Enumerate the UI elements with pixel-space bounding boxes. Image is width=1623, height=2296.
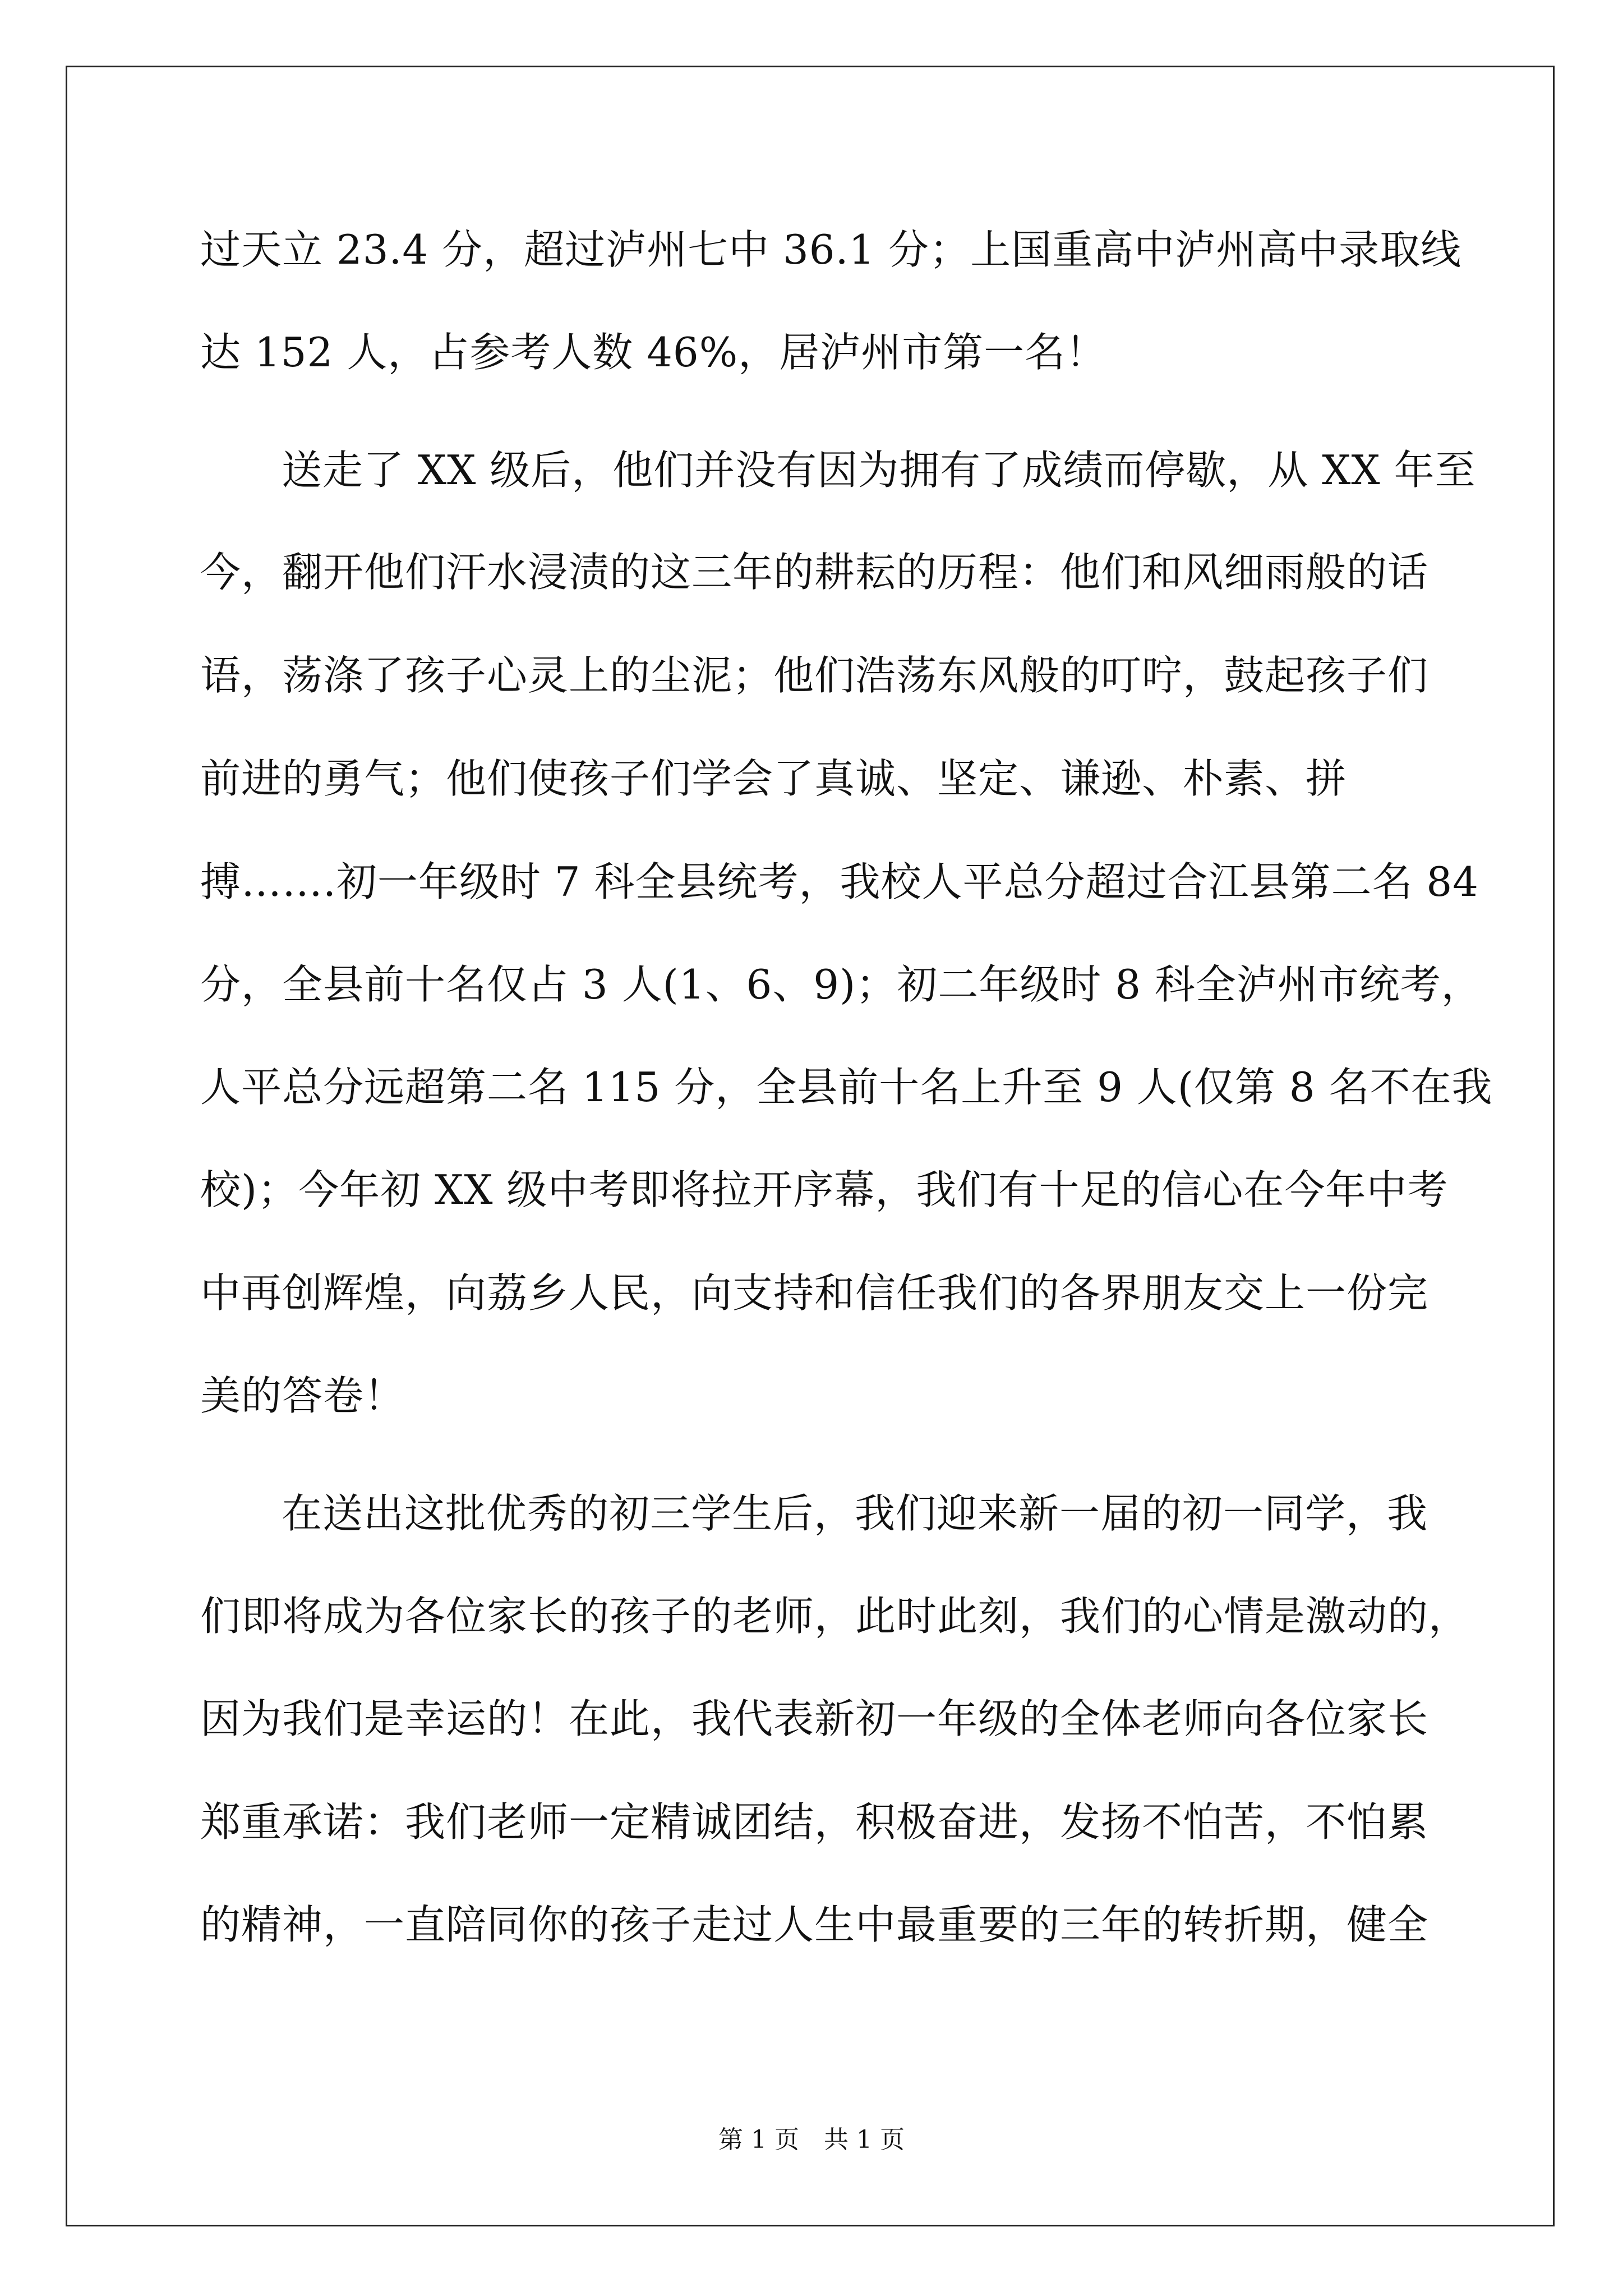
paragraph-line-11: 中再创辉煌，向荔乡人民，向支持和信任我们的各界朋友交上一份完 bbox=[200, 1269, 1429, 1317]
paragraph-line-3: 送走了 XX 级后，他们并没有因为拥有了成绩而停歇，从 XX 年至 bbox=[282, 447, 1476, 494]
paragraph-line-14: 们即将成为各位家长的孩子的老师，此时此刻，我们的心情是激动的， bbox=[200, 1593, 1470, 1640]
paragraph-line-13: 在送出这批优秀的初三学生后，我们迎来新一届的初一同学，我 bbox=[282, 1490, 1428, 1537]
page-number-footer: 第 1 页 共 1 页 bbox=[718, 2125, 905, 2154]
paragraph-line-16: 郑重承诺：我们老师一定精诚团结，积极奋进，发扬不怕苦，不怕累 bbox=[200, 1798, 1429, 1846]
paragraph-line-7: 搏…….初一年级时 7 科全县统考，我校人平总分超过合江县第二名 84 bbox=[200, 858, 1479, 905]
paragraph-line-4: 今，翻开他们汗水浸渍的这三年的耕耘的历程：他们和风细雨般的话 bbox=[200, 549, 1429, 596]
paragraph-line-9: 人平总分远超第二名 115 分，全县前十名上升至 9 人(仅第 8 名不在我 bbox=[200, 1064, 1493, 1111]
paragraph-line-1: 过天立 23.4 分，超过泸州七中 36.1 分；上国重高中泸州高中录取线 bbox=[200, 226, 1462, 273]
paragraph-line-10: 校)；今年初 XX 级中考即将拉开序幕，我们有十足的信心在今年中考 bbox=[200, 1166, 1449, 1213]
paragraph-line-8: 分，全县前十名仅占 3 人(1、6、9)；初二年级时 8 科全泸州市统考， bbox=[200, 961, 1482, 1008]
paragraph-line-15: 因为我们是幸运的！在此，我代表新初一年级的全体老师向各位家长 bbox=[200, 1695, 1429, 1742]
paragraph-line-5: 语，荡涤了孩子心灵上的尘泥；他们浩荡东风般的叮咛，鼓起孩子们 bbox=[200, 652, 1429, 699]
paragraph-line-12: 美的答卷！ bbox=[200, 1372, 405, 1419]
paragraph-line-17: 的精神，一直陪同你的孩子走过人生中最重要的三年的转折期，健全 bbox=[200, 1901, 1429, 1948]
paragraph-line-6: 前进的勇气；他们使孩子们学会了真诚、坚定、谦逊、朴素、拼 bbox=[200, 755, 1347, 802]
paragraph-line-2: 达 152 人，占参考人数 46%，居泸州市第一名！ bbox=[200, 329, 1107, 376]
